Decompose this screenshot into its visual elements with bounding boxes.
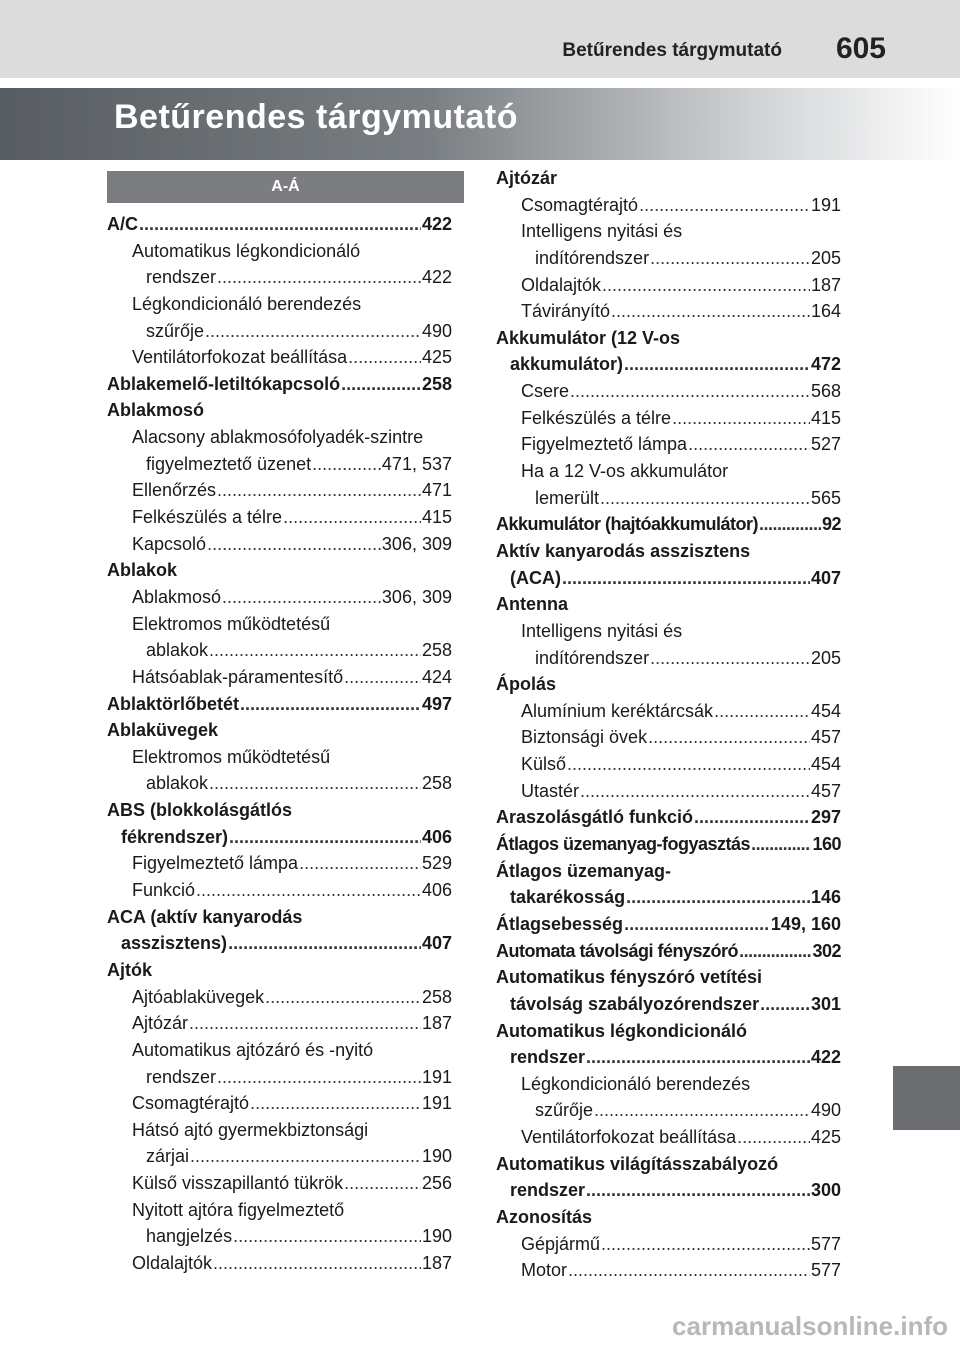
index-entry-page: 187 — [421, 1013, 452, 1034]
index-entry-page: 258 — [421, 373, 452, 394]
index-entry-page: 415 — [810, 407, 841, 428]
dot-leader — [688, 431, 810, 458]
index-entry — [496, 591, 841, 618]
index-entry-page: 164 — [810, 301, 841, 322]
index-entry-term: takarékosság — [510, 887, 626, 908]
index-entry — [496, 1018, 841, 1045]
index-entry — [496, 618, 841, 645]
index-entry-term: zárjai — [146, 1146, 190, 1167]
index-entry-page: 529 — [421, 853, 452, 874]
index-entry-term: Külső visszapillantó tükrök — [132, 1173, 344, 1194]
index-entry-term: hangjelzés — [146, 1226, 233, 1247]
page-title: Betűrendes tárgymutató — [114, 98, 518, 136]
index-entry-term: Ventilátorfokozat beállítása — [132, 347, 348, 368]
dot-leader — [624, 351, 810, 378]
index-entry-page: 527 — [810, 434, 841, 455]
index-entry-term: Ablakmosó — [132, 586, 222, 607]
dot-leader — [265, 984, 421, 1011]
dot-leader — [601, 1231, 810, 1258]
dot-leader — [233, 1223, 421, 1250]
page-number: 605 — [835, 32, 886, 65]
dot-leader — [739, 938, 811, 965]
index-entry-page: 406 — [421, 880, 452, 901]
index-entry — [107, 984, 452, 1011]
index-entry-term: Ventilátorfokozat beállítása — [521, 1127, 737, 1148]
dot-leader — [205, 318, 421, 345]
index-entry-term: Figyelmeztető lámpa — [521, 434, 688, 455]
index-entry-term: Automatikus fényszóró vetítési — [496, 967, 763, 988]
index-entry — [496, 165, 841, 192]
index-entry-term: Alacsony ablakmosófolyadék-szintre — [132, 427, 424, 448]
index-entry — [496, 485, 841, 512]
index-entry-term: Ablakmosó — [107, 400, 205, 421]
index-entry — [496, 378, 841, 405]
index-entry-term: Utastér — [521, 780, 580, 801]
dot-leader — [694, 804, 810, 831]
index-entry — [496, 698, 841, 725]
index-entry — [496, 192, 841, 219]
index-entry-term: Ablaktörlőbetét — [107, 693, 240, 714]
index-entry — [496, 458, 841, 485]
dot-leader — [580, 778, 810, 805]
index-entry-term: Ajtóablaküvegek — [132, 986, 265, 1007]
dot-leader — [672, 405, 810, 432]
chapter-banner — [0, 88, 960, 160]
index-entry-term: Ablakemelő-letiltókapcsoló — [107, 373, 341, 394]
index-entry-term: Figyelmeztető lámpa — [132, 853, 299, 874]
index-entry — [107, 1143, 452, 1170]
index-entry-term: Légkondicionáló berendezés — [132, 293, 362, 314]
dot-leader — [222, 584, 381, 611]
index-entry — [496, 724, 841, 751]
index-entry-term: Elektromos működtetésű — [132, 746, 331, 767]
index-entry — [107, 611, 452, 638]
index-entry-term: asszisztens) — [121, 933, 228, 954]
index-entry-term: Hátsó ajtó gyermekbiztonsági — [132, 1119, 369, 1140]
index-entry-page: 205 — [810, 247, 841, 268]
index-entry — [107, 238, 452, 265]
dot-leader — [341, 371, 421, 398]
index-entry-term: Csomagtérajtó — [521, 194, 639, 215]
index-entry — [496, 884, 841, 911]
index-entry-page: 457 — [810, 727, 841, 748]
dot-leader — [639, 192, 810, 219]
dot-leader — [760, 991, 810, 1018]
index-entry-term: Araszolásgátló funkció — [496, 807, 694, 828]
index-entry — [107, 1037, 452, 1064]
dot-leader — [586, 1044, 810, 1071]
index-entry-term: Légkondicionáló berendezés — [521, 1073, 751, 1094]
index-entry-term: Csomagtérajtó — [132, 1093, 250, 1114]
index-entry-term: Hátsóablak-páramentesítő — [132, 666, 344, 687]
dot-leader — [283, 504, 421, 531]
index-entry-page: 190 — [421, 1226, 452, 1247]
index-entry-term: Átlagos üzemanyag-fogyasztás — [496, 834, 751, 855]
dot-leader — [189, 1010, 421, 1037]
index-entry-page: 258 — [421, 640, 452, 661]
index-entry — [107, 1197, 452, 1224]
index-entry — [496, 431, 841, 458]
index-entry-page: 490 — [810, 1100, 841, 1121]
index-entry — [496, 1044, 841, 1071]
index-entry-page: 306, 309 — [381, 586, 452, 607]
index-entry-term: Ápolás — [496, 674, 557, 695]
dot-leader — [207, 531, 381, 558]
dot-leader — [217, 264, 421, 291]
index-entry — [496, 325, 841, 352]
index-entry-term: Ajtók — [107, 959, 152, 980]
index-entry — [496, 778, 841, 805]
index-entry — [107, 770, 452, 797]
index-entry-term: Kapcsoló — [132, 533, 207, 554]
index-entry — [107, 930, 452, 957]
index-entry-term: szűrője — [535, 1100, 594, 1121]
index-entry-term: Ajtózár — [132, 1013, 189, 1034]
index-entry-page: 471 — [421, 480, 452, 501]
index-entry — [496, 565, 841, 592]
index-entry — [496, 1071, 841, 1098]
index-entry-page: 490 — [421, 320, 452, 341]
dot-leader — [714, 698, 810, 725]
index-entry-term: Alumínium keréktárcsák — [521, 700, 714, 721]
index-entry-page: 187 — [421, 1252, 452, 1273]
index-entry-term: Aktív kanyarodás asszisztens — [496, 540, 751, 561]
dot-leader — [190, 1143, 421, 1170]
dot-leader — [567, 751, 810, 778]
index-entry-page: 258 — [421, 773, 452, 794]
index-entry-term: Távirányító — [521, 301, 611, 322]
dot-leader — [737, 1124, 810, 1151]
index-entry — [496, 1151, 841, 1178]
index-entry-term: Átlagos üzemanyag- — [496, 860, 672, 881]
index-entry — [107, 531, 452, 558]
index-entry — [496, 1097, 841, 1124]
index-entry-page: 422 — [421, 214, 452, 234]
index-entry-term: Külső — [521, 754, 567, 775]
index-entry — [107, 957, 452, 984]
dot-leader — [139, 211, 421, 238]
index-entry — [107, 424, 452, 451]
index-entry — [496, 245, 841, 272]
thumb-index-tab — [893, 1066, 960, 1130]
dot-leader — [209, 770, 421, 797]
index-entry-page: 191 — [421, 1093, 452, 1114]
index-entry — [107, 477, 452, 504]
index-entry — [496, 645, 841, 672]
index-entry — [107, 717, 452, 744]
index-entry-page: 258 — [421, 986, 452, 1007]
index-entry — [107, 797, 452, 824]
index-entry — [107, 1223, 452, 1250]
index-entry-page: 457 — [810, 780, 841, 801]
index-entry-term: ABS (blokkolásgátlós — [107, 800, 293, 821]
index-entry — [496, 511, 841, 538]
index-entry-page: 425 — [810, 1127, 841, 1148]
index-entry — [107, 504, 452, 531]
index-entry-term: Ablakok — [107, 560, 178, 581]
index-entry-term: fékrendszer) — [121, 826, 229, 847]
index-entry-term: rendszer — [510, 1180, 586, 1201]
index-entry-page: 454 — [810, 700, 841, 721]
index-entry-term: Ajtózár — [496, 168, 558, 188]
index-entry-term: Oldalajtók — [521, 274, 602, 295]
index-entry — [107, 264, 452, 291]
dot-leader — [229, 824, 421, 851]
index-entry-term: szűrője — [146, 320, 205, 341]
index-entry-page: 425 — [421, 347, 452, 368]
index-entry-page: 256 — [421, 1173, 452, 1194]
index-entry — [496, 804, 841, 831]
dot-leader — [611, 298, 810, 325]
dot-leader — [228, 930, 421, 957]
index-entry-term: Oldalajtók — [132, 1252, 213, 1273]
index-entry-page: 191 — [421, 1066, 452, 1087]
index-entry-term: ACA (aktív kanyarodás — [107, 906, 303, 927]
index-column-left — [107, 211, 452, 1277]
index-entry-term: Ha a 12 V-os akkumulátor — [521, 461, 729, 482]
dot-leader — [650, 245, 810, 272]
index-entry — [107, 318, 452, 345]
dot-leader — [751, 831, 811, 858]
index-entry-page: 406 — [421, 826, 452, 847]
index-entry — [496, 751, 841, 778]
dot-leader — [312, 451, 381, 478]
dot-leader — [213, 1250, 421, 1277]
index-entry — [107, 1090, 452, 1117]
index-entry-term: Nyitott ajtóra figyelmeztető — [132, 1199, 345, 1220]
index-entry — [496, 858, 841, 885]
index-column-right — [496, 165, 841, 1284]
dot-leader — [600, 485, 810, 512]
index-entry — [107, 1117, 452, 1144]
index-entry-term: Akkumulátor (hajtóakkumulátor) — [496, 514, 759, 535]
dot-leader — [586, 1177, 810, 1204]
index-entry-term: ablakok — [146, 773, 209, 794]
index-entry-term: Automatikus légkondicionáló — [132, 240, 361, 261]
index-entry-page: 160 — [812, 834, 841, 855]
dot-leader — [648, 724, 810, 751]
index-entry-page: 146 — [810, 887, 841, 908]
index-entry-page: 472 — [810, 354, 841, 375]
index-entry-term: Csere — [521, 381, 570, 402]
dot-leader — [250, 1090, 421, 1117]
index-entry — [107, 1010, 452, 1037]
index-entry — [496, 272, 841, 299]
index-entry — [496, 964, 841, 991]
index-entry — [107, 1170, 452, 1197]
index-entry — [496, 911, 841, 938]
index-entry-term: Automatikus légkondicionáló — [496, 1020, 748, 1041]
index-entry-page: 497 — [421, 693, 452, 714]
index-entry-term: indítórendszer — [535, 647, 650, 668]
dot-leader — [344, 1170, 421, 1197]
index-entry-term: rendszer — [146, 1066, 217, 1087]
index-entry — [107, 211, 452, 238]
index-entry-page: 187 — [810, 274, 841, 295]
index-entry-term: Funkció — [132, 880, 196, 901]
index-entry-page: 407 — [810, 567, 841, 588]
index-entry — [107, 1250, 452, 1277]
index-entry-term: Intelligens nyitási és — [521, 620, 683, 641]
index-entry — [496, 1124, 841, 1151]
running-title: Betűrendes tárgymutató — [562, 40, 782, 61]
index-entry-term: Automata távolsági fényszóró — [496, 940, 739, 961]
index-entry — [107, 584, 452, 611]
index-entry — [496, 1231, 841, 1258]
index-entry — [107, 451, 452, 478]
index-entry-term: Felkészülés a télre — [132, 507, 283, 528]
index-entry — [107, 904, 452, 931]
index-entry-page: 454 — [810, 754, 841, 775]
index-entry-term: Motor — [521, 1260, 568, 1281]
index-entry-term: rendszer — [146, 267, 217, 288]
index-entry — [107, 344, 452, 371]
dot-leader — [568, 1257, 810, 1284]
index-entry-page: 415 — [421, 507, 452, 528]
index-entry — [496, 1204, 841, 1231]
index-entry-term: távolság szabályozórendszer — [510, 993, 760, 1014]
index-entry-page: 300 — [810, 1180, 841, 1201]
dot-leader — [344, 664, 421, 691]
index-entry — [107, 371, 452, 398]
index-entry — [496, 1257, 841, 1284]
index-entry-term: Antenna — [496, 594, 568, 615]
index-entry-page: 191 — [810, 194, 841, 215]
index-entry — [107, 637, 452, 664]
index-entry-term: lemerült — [535, 487, 600, 508]
index-entry-page: 301 — [810, 993, 841, 1014]
dot-leader — [299, 850, 421, 877]
index-entry — [496, 405, 841, 432]
index-entry-term: Automatikus ajtózáró és -nyitó — [132, 1039, 374, 1060]
index-entry-term: Ellenőrzés — [132, 480, 217, 501]
index-entry — [496, 1177, 841, 1204]
index-entry — [496, 351, 841, 378]
section-heading: A-Á — [107, 171, 464, 203]
index-entry — [107, 850, 452, 877]
dot-leader — [196, 877, 421, 904]
index-entry-page: 565 — [810, 487, 841, 508]
index-entry-page: 422 — [810, 1047, 841, 1068]
index-entry-term: Intelligens nyitási és — [521, 221, 683, 242]
index-entry-term: A/C — [107, 214, 138, 234]
index-entry-page: 190 — [421, 1146, 452, 1167]
index-entry — [496, 671, 841, 698]
index-entry — [496, 991, 841, 1018]
dot-leader — [217, 477, 421, 504]
index-entry — [107, 744, 452, 771]
index-entry-page: 471, 537 — [381, 453, 452, 474]
index-entry — [496, 831, 841, 858]
index-entry-term: Ablaküvegek — [107, 720, 219, 741]
dot-leader — [562, 565, 810, 592]
dot-leader — [650, 645, 810, 672]
index-entry — [496, 298, 841, 325]
index-entry-term: figyelmeztető üzenet — [146, 453, 312, 474]
index-entry-page: 422 — [421, 267, 452, 288]
index-entry-term: Gépjármű — [521, 1233, 601, 1254]
index-entry-page: 568 — [810, 381, 841, 402]
index-entry-term: Felkészülés a télre — [521, 407, 672, 428]
index-entry-page: 424 — [421, 666, 452, 687]
dot-leader — [348, 344, 421, 371]
index-entry-page: 577 — [810, 1233, 841, 1254]
index-entry-term: akkumulátor) — [510, 354, 624, 375]
index-entry — [107, 664, 452, 691]
dot-leader — [624, 911, 770, 938]
index-entry-term: Automatikus világításszabályozó — [496, 1153, 779, 1174]
index-entry-term: Akkumulátor (12 V-os — [496, 327, 681, 348]
index-entry-page: 92 — [821, 514, 841, 535]
index-entry-term: Elektromos működtetésű — [132, 613, 331, 634]
index-entry-page: 577 — [810, 1260, 841, 1281]
index-entry — [496, 538, 841, 565]
index-entry-page: 297 — [810, 807, 841, 828]
index-entry — [107, 397, 452, 424]
index-entry-page: 306, 309 — [381, 533, 452, 554]
index-entry-term: Biztonsági övek — [521, 727, 648, 748]
index-entry — [107, 691, 452, 718]
index-entry-page: 407 — [421, 933, 452, 954]
index-entry-term: (ACA) — [510, 567, 561, 588]
dot-leader — [594, 1097, 810, 1124]
index-entry-page: 205 — [810, 647, 841, 668]
index-entry — [107, 291, 452, 318]
index-entry — [496, 218, 841, 245]
index-entry-term: Azonosítás — [496, 1206, 593, 1227]
index-entry-term: ablakok — [146, 640, 209, 661]
dot-leader — [570, 378, 810, 405]
index-entry-page: 149, 160 — [770, 913, 841, 934]
dot-leader — [602, 272, 810, 299]
dot-leader — [209, 637, 421, 664]
index-entry-page: 302 — [812, 940, 841, 961]
index-entry — [107, 1064, 452, 1091]
index-entry — [107, 557, 452, 584]
index-entry-term: Átlagsebesség — [496, 913, 624, 934]
index-entry — [107, 824, 452, 851]
dot-leader — [759, 511, 821, 538]
index-entry-term: rendszer — [510, 1047, 586, 1068]
dot-leader — [240, 691, 421, 718]
dot-leader — [626, 884, 810, 911]
index-entry-term: indítórendszer — [535, 247, 650, 268]
index-entry — [496, 938, 841, 965]
watermark: carmanualsonline.info — [672, 1311, 948, 1341]
dot-leader — [217, 1064, 421, 1091]
index-entry — [107, 877, 452, 904]
running-header — [0, 0, 960, 78]
